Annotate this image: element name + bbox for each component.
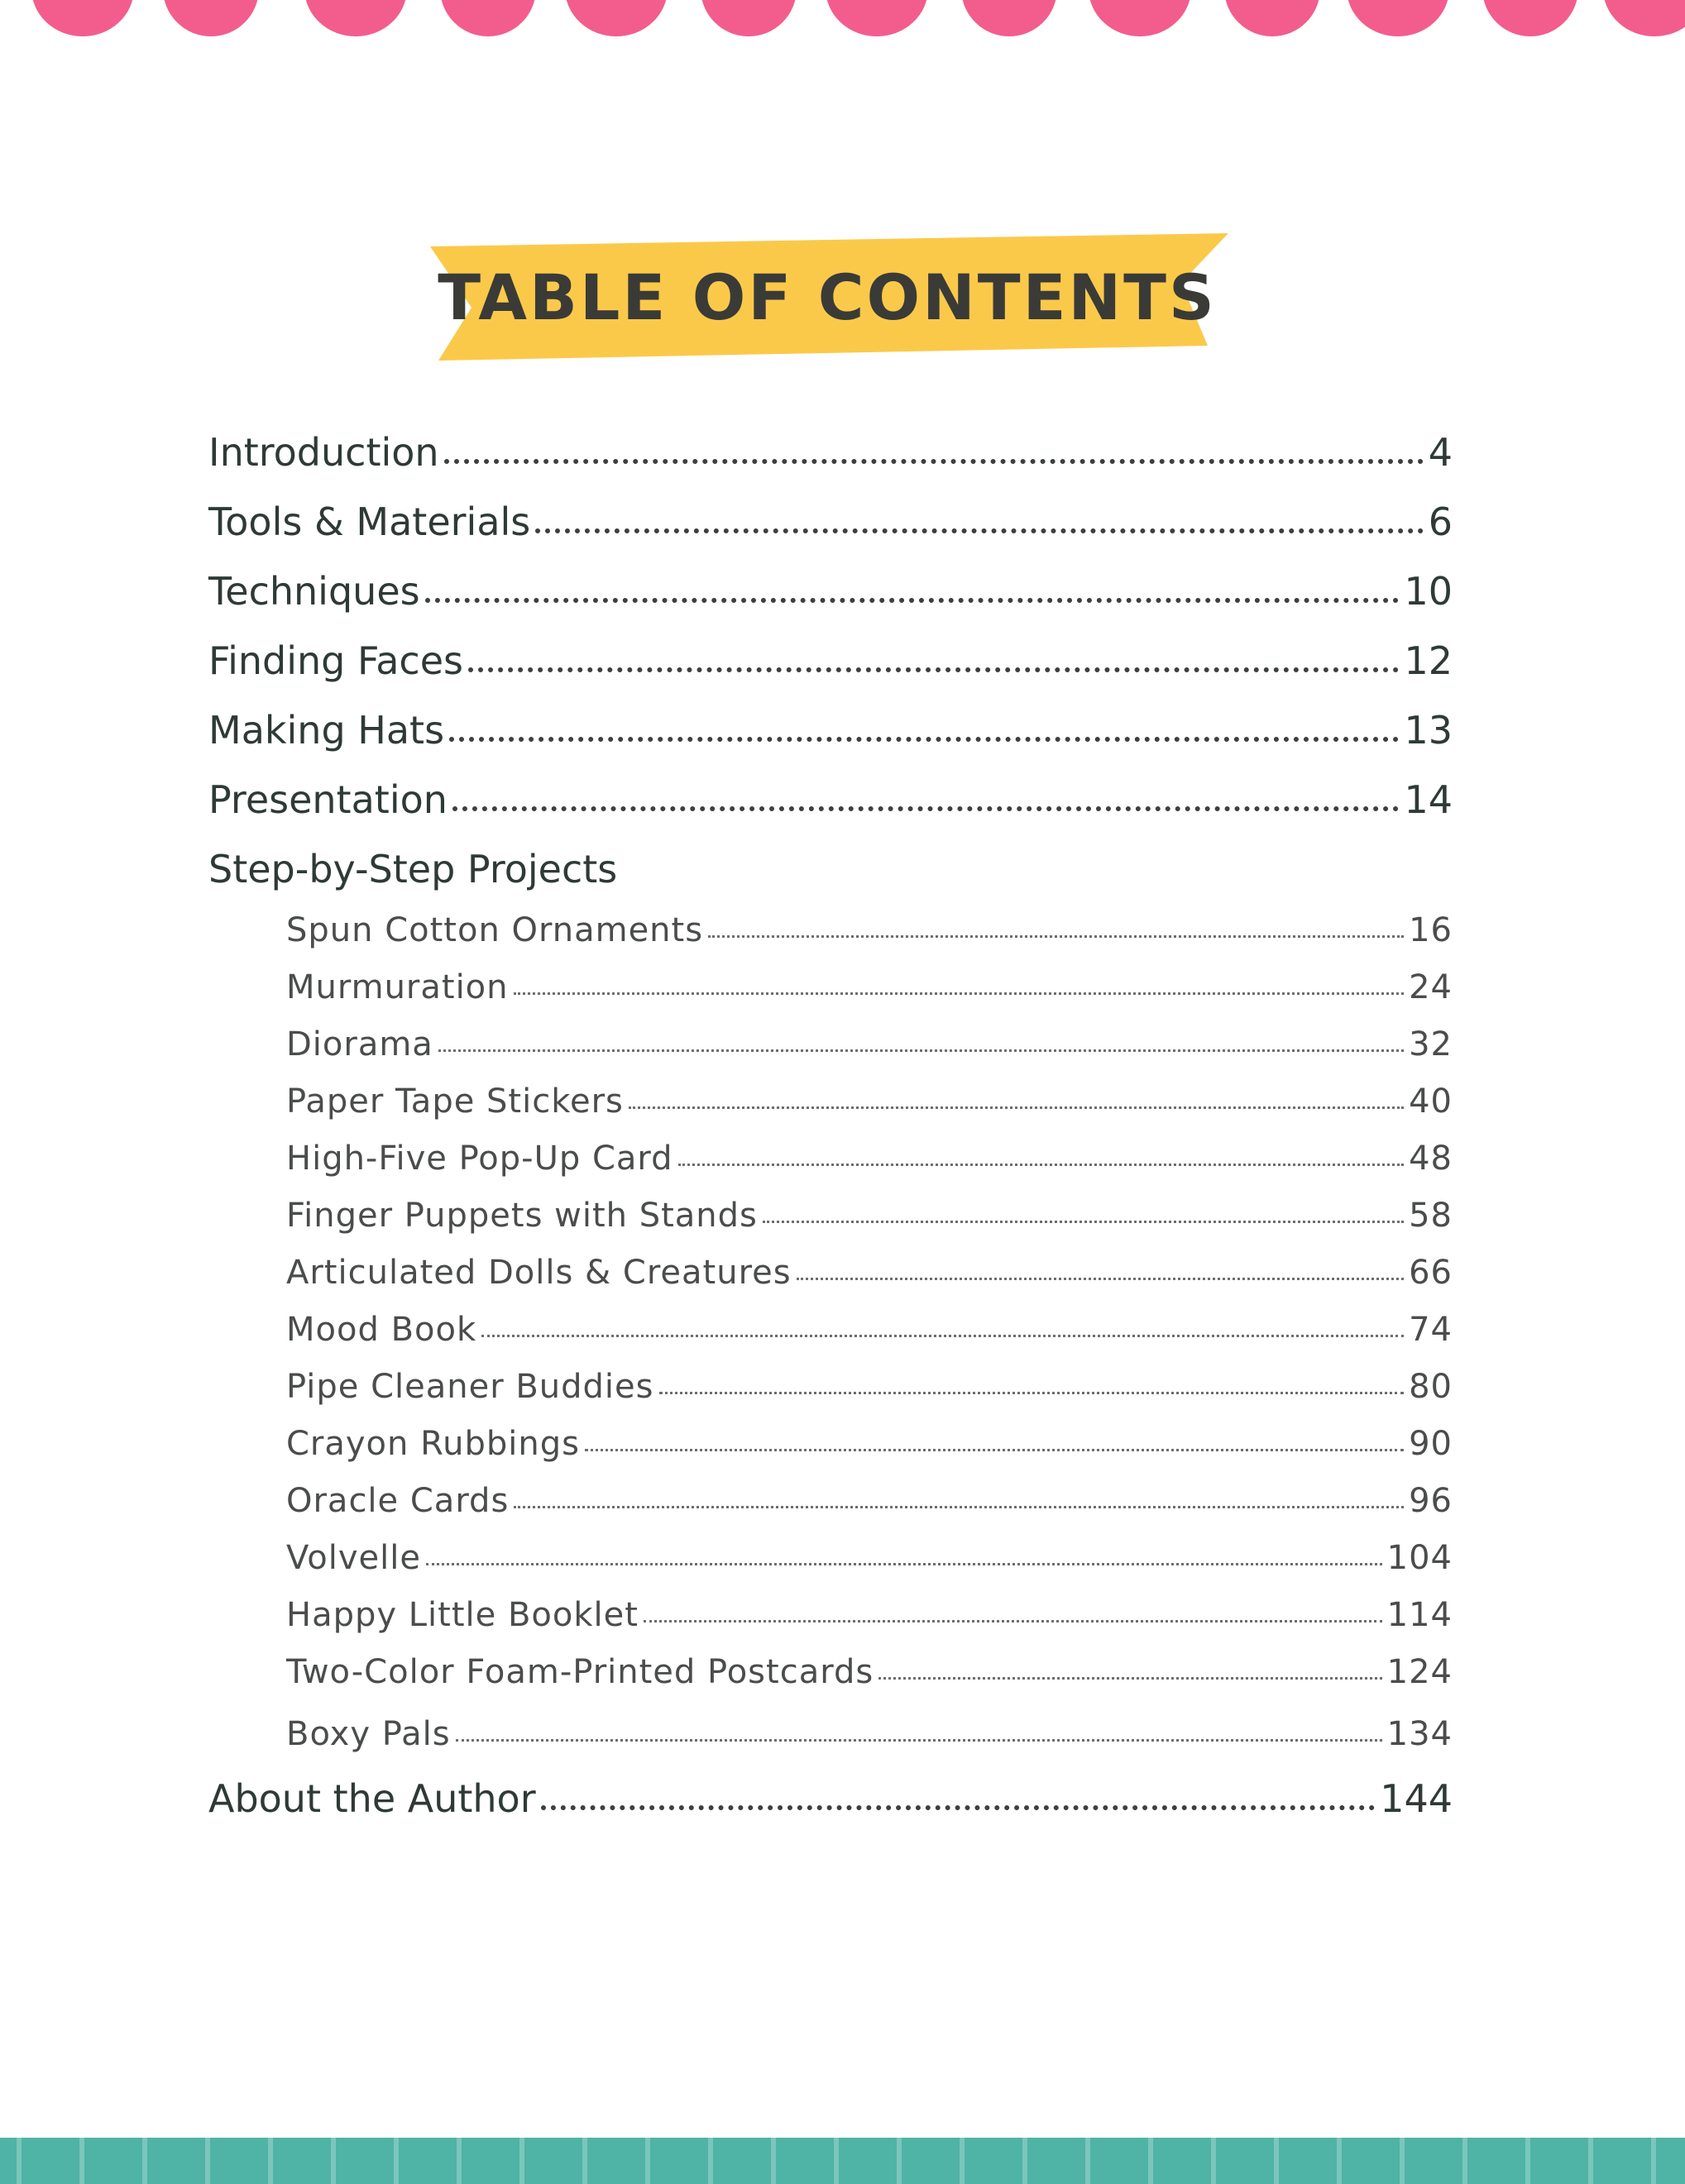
toc-entry-title: Spun Cotton Ornaments xyxy=(286,911,704,949)
toc-entry xyxy=(208,1776,1453,1821)
scallop-shape xyxy=(826,0,928,36)
dot-leader xyxy=(535,522,1423,533)
toc-project-entry xyxy=(286,1368,1453,1406)
dot-leader xyxy=(878,1672,1381,1680)
toc-entry-page-number: 66 xyxy=(1409,1254,1453,1292)
toc-entry-page-number: 144 xyxy=(1380,1776,1453,1821)
toc-entry-page-number: 134 xyxy=(1386,1715,1453,1753)
scallop-shape xyxy=(1482,0,1578,36)
stripe-line xyxy=(1274,2138,1279,2184)
bottom-stripe-border xyxy=(0,2138,1685,2184)
stripe-line xyxy=(79,2138,84,2184)
toc-entry-title: Volvelle xyxy=(286,1539,421,1577)
toc-entry-page-number: 74 xyxy=(1409,1311,1453,1349)
toc-project-entry xyxy=(286,1425,1453,1463)
section-heading: Step-by-Step Projects xyxy=(208,847,618,891)
toc-project-entry xyxy=(286,1082,1453,1121)
dot-leader xyxy=(514,987,1405,995)
dot-leader xyxy=(449,730,1399,742)
page-title: TABLE OF CONTENTS xyxy=(438,260,1217,334)
toc-entry-title: High-Five Pop-Up Card xyxy=(286,1140,673,1178)
dot-leader xyxy=(629,1102,1404,1109)
scallop-shape xyxy=(701,0,797,36)
stripe-line xyxy=(1525,2138,1530,2184)
toc-entry-page-number: 104 xyxy=(1386,1539,1453,1577)
scallop-shape xyxy=(304,0,407,36)
toc-entry-page-number: 96 xyxy=(1409,1482,1453,1520)
toc-project-entry xyxy=(286,1653,1453,1691)
dot-leader xyxy=(456,1734,1382,1742)
dot-leader xyxy=(444,452,1424,464)
toc-entry-title: Diorama xyxy=(286,1025,433,1063)
toc-entry xyxy=(208,638,1453,683)
toc-entry-page-number: 32 xyxy=(1409,1025,1453,1063)
toc-entry-title: Pipe Cleaner Buddies xyxy=(286,1368,654,1406)
dot-leader xyxy=(452,800,1400,811)
toc-entry-title: Oracle Cards xyxy=(286,1482,510,1520)
stripe-line xyxy=(582,2138,587,2184)
stripe-line xyxy=(645,2138,650,2184)
toc-entry-title: Murmuration xyxy=(286,968,509,1006)
scallop-shape xyxy=(1224,0,1320,36)
toc-entry xyxy=(208,777,1453,822)
stripe-line xyxy=(142,2138,147,2184)
stripe-line xyxy=(457,2138,462,2184)
toc-project-entry xyxy=(286,1140,1453,1178)
stripe-line xyxy=(394,2138,399,2184)
toc-entry-title: Two-Color Foam-Printed Postcards xyxy=(286,1653,874,1691)
toc-entry-page-number: 10 xyxy=(1404,569,1453,614)
dot-leader xyxy=(438,1044,1404,1052)
toc-entry-page-number: 58 xyxy=(1409,1197,1453,1235)
toc-project-entry xyxy=(286,1311,1453,1349)
stripe-line xyxy=(268,2138,273,2184)
dot-leader xyxy=(541,1799,1376,1810)
toc-project-entry xyxy=(286,1596,1453,1634)
toc-project-entry xyxy=(286,1539,1453,1577)
stripe-line xyxy=(1651,2138,1656,2184)
dot-leader xyxy=(708,930,1404,938)
toc-entry-title: Articulated Dolls & Creatures xyxy=(286,1254,792,1292)
stripe-line xyxy=(17,2138,22,2184)
scallop-shape xyxy=(1347,0,1449,36)
dot-leader xyxy=(514,1501,1404,1508)
dot-leader xyxy=(644,1615,1382,1622)
scallop-shape xyxy=(1603,0,1685,36)
stripe-line xyxy=(1337,2138,1342,2184)
stripe-line xyxy=(519,2138,524,2184)
toc-entry-title: Presentation xyxy=(208,777,448,822)
toc-entry-title: Techniques xyxy=(208,569,420,614)
stripe-line xyxy=(960,2138,965,2184)
toc-entry-page-number: 16 xyxy=(1409,911,1453,949)
toc-entry-title: About the Author xyxy=(208,1776,536,1821)
stripe-line xyxy=(771,2138,776,2184)
toc-entry-page-number: 13 xyxy=(1404,708,1453,753)
toc-project-entry xyxy=(286,968,1453,1006)
dot-leader xyxy=(468,661,1399,672)
scallop-shape xyxy=(961,0,1057,36)
dot-leader xyxy=(481,1330,1404,1337)
toc-entry-title: Paper Tape Stickers xyxy=(286,1082,624,1121)
stripe-line xyxy=(1588,2138,1593,2184)
title-banner xyxy=(422,232,1233,364)
toc-entry-page-number: 124 xyxy=(1386,1653,1453,1691)
scallop-shape xyxy=(31,0,134,36)
toc-entry-title: Finger Puppets with Stands xyxy=(286,1197,758,1235)
toc-entry-page-number: 24 xyxy=(1409,968,1453,1006)
stripe-line xyxy=(331,2138,336,2184)
toc-project-entry xyxy=(286,1197,1453,1235)
toc-entry-page-number: 114 xyxy=(1386,1596,1453,1634)
toc-entry-title: Finding Faces xyxy=(208,638,463,683)
toc-entry-page-number: 14 xyxy=(1404,777,1453,822)
dot-leader xyxy=(763,1216,1404,1223)
toc-entry-page-number: 12 xyxy=(1404,638,1453,683)
toc-entry-title: Making Hats xyxy=(208,708,445,753)
dot-leader xyxy=(425,591,1400,603)
toc-entry xyxy=(208,708,1453,753)
stripe-line xyxy=(1400,2138,1405,2184)
dot-leader xyxy=(678,1159,1405,1166)
stripe-line xyxy=(708,2138,713,2184)
toc-project-entry xyxy=(286,1482,1453,1520)
scallop-shape xyxy=(163,0,259,36)
stripe-line xyxy=(1085,2138,1090,2184)
top-scallop-border xyxy=(0,0,1685,50)
toc-project-entry xyxy=(286,1025,1453,1063)
toc-entry-title: Introduction xyxy=(208,430,439,475)
toc-entry-page-number: 4 xyxy=(1428,430,1453,475)
scallop-shape xyxy=(1089,0,1191,36)
toc-entry-page-number: 6 xyxy=(1428,499,1453,544)
teal-band xyxy=(0,2138,1685,2184)
toc-project-entry xyxy=(286,1254,1453,1292)
toc-entry-title: Mood Book xyxy=(286,1311,477,1349)
dot-leader xyxy=(797,1273,1404,1280)
stripe-line xyxy=(1022,2138,1027,2184)
toc-entry xyxy=(208,499,1453,544)
stripe-line xyxy=(205,2138,210,2184)
dot-leader xyxy=(659,1387,1405,1394)
stripe-line xyxy=(1211,2138,1216,2184)
dot-leader xyxy=(426,1558,1382,1565)
toc-entry-title: Crayon Rubbings xyxy=(286,1425,580,1463)
toc-project-entry xyxy=(286,1715,1453,1753)
dot-leader xyxy=(585,1444,1404,1451)
scallop-shape xyxy=(440,0,536,36)
stripe-line xyxy=(897,2138,902,2184)
toc-entry-title: Tools & Materials xyxy=(208,499,531,544)
toc-entry-page-number: 48 xyxy=(1409,1140,1453,1178)
toc-entry-page-number: 40 xyxy=(1409,1082,1453,1121)
toc-entry xyxy=(208,430,1453,475)
toc-entry-title: Happy Little Booklet xyxy=(286,1596,639,1634)
stripe-line xyxy=(1462,2138,1467,2184)
toc-entry-title: Boxy Pals xyxy=(286,1715,451,1753)
toc-entry-page-number: 80 xyxy=(1409,1368,1453,1406)
toc-project-entry xyxy=(286,911,1453,949)
scallop-shape xyxy=(565,0,668,36)
toc-entry xyxy=(208,569,1453,614)
stripe-line xyxy=(834,2138,839,2184)
toc-entry-page-number: 90 xyxy=(1409,1425,1453,1463)
stripe-line xyxy=(1148,2138,1153,2184)
